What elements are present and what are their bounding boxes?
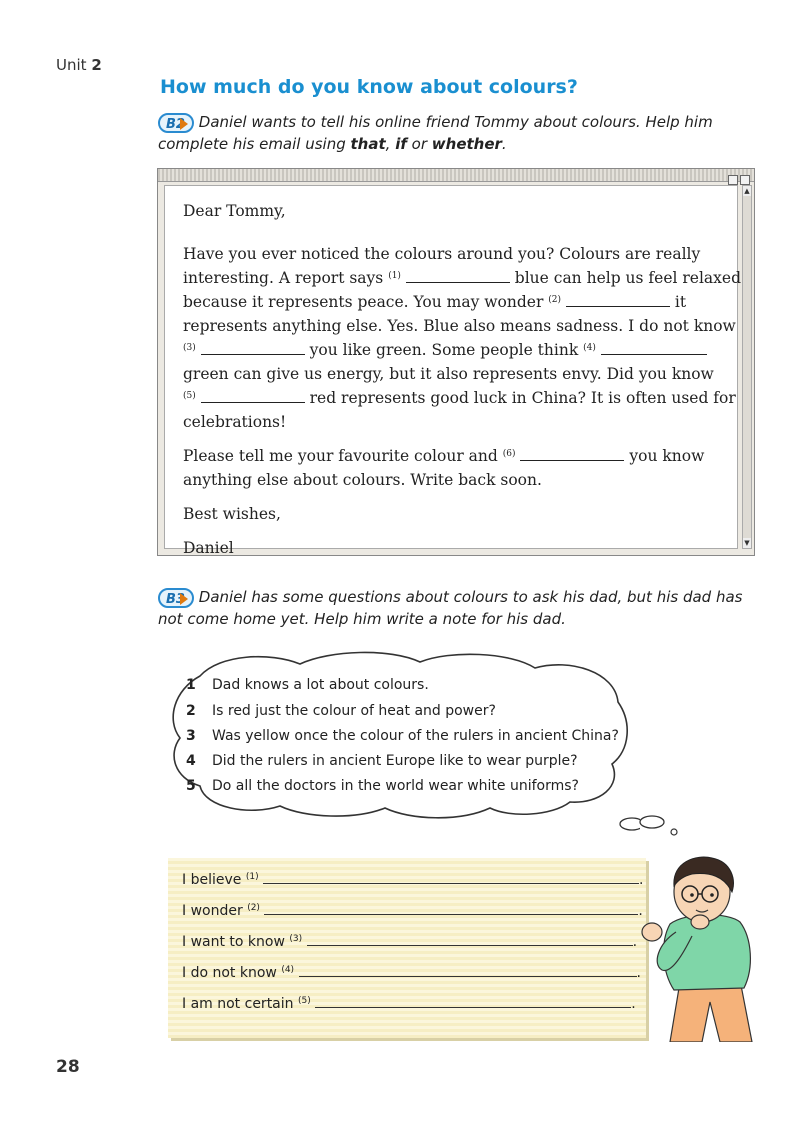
b3-instruction: B3 Daniel has some questions about colours to ask his dad, but his dad has not come home yet. Help him write a note for his dad. xyxy=(158,588,743,628)
email-greeting: Dear Tommy, xyxy=(183,202,286,220)
email-line: Have you ever noticed the colours around you? Colours are really xyxy=(183,245,701,263)
email-line: Please tell me your favourite colour and $^{(6)}$ you know xyxy=(183,447,705,465)
note-blank-5[interactable] xyxy=(315,997,631,1008)
scroll-down-icon[interactable]: ▼ xyxy=(744,539,750,547)
email-line: interesting. A report says $^{(1)}$ blue can help us feel relaxed xyxy=(183,269,742,287)
blank-1[interactable] xyxy=(406,270,510,283)
note-blank-4[interactable] xyxy=(299,966,637,977)
email-window xyxy=(157,168,755,556)
scroll-up-icon[interactable]: ▲ xyxy=(744,187,750,195)
email-body xyxy=(164,185,742,557)
email-line: $^{(3)}$ you like green. Some people think $^{(4)}$ xyxy=(183,341,707,359)
unit-label: Unit 2 xyxy=(56,56,102,74)
b2-badge: B2 xyxy=(158,113,194,133)
note-blank-3[interactable] xyxy=(307,935,633,946)
minimize-icon[interactable] xyxy=(728,175,738,185)
note-blank-1[interactable] xyxy=(263,873,639,884)
play-arrow-icon xyxy=(180,593,188,605)
blank-6[interactable] xyxy=(520,448,624,461)
section-heading: How much do you know about colours? xyxy=(160,76,578,98)
page-number: 28 xyxy=(56,1057,80,1077)
bubble-item: 2 Is red just the colour of heat and power? xyxy=(186,703,496,719)
close-icon[interactable] xyxy=(740,175,750,185)
email-line: celebrations! xyxy=(183,413,287,431)
bubble-item: 4 Did the rulers in ancient Europe like to wear purple? xyxy=(186,753,578,769)
bubble-item: 3 Was yellow once the colour of the rulers in ancient China? xyxy=(186,728,619,744)
email-line: represents anything else. Yes. Blue also means sadness. I do not know xyxy=(183,317,736,335)
email-scrollbar[interactable] xyxy=(742,185,752,549)
blank-2[interactable] xyxy=(566,294,670,307)
blank-5[interactable] xyxy=(201,390,305,403)
daniel-cartoon xyxy=(640,852,775,1042)
note-line: I wonder $^{(2)}$ . xyxy=(182,903,643,919)
b2-instruction: B2 Daniel wants to tell his online friend Tommy about colours. Help him complete his email using that, if or whether. xyxy=(158,113,713,153)
email-line: $^{(5)}$ red represents good luck in China? It is often used for xyxy=(183,389,736,407)
note-line: I am not certain $^{(5)}$ . xyxy=(182,996,636,1012)
note-line: I want to know $^{(3)}$ . xyxy=(182,934,638,950)
window-titlebar xyxy=(158,169,754,182)
note-paper xyxy=(168,858,646,1038)
email-closing: Best wishes, xyxy=(183,505,281,523)
bubble-item: 1 Dad knows a lot about colours. xyxy=(186,677,429,693)
email-signature: Daniel xyxy=(183,539,234,557)
b3-badge: B3 xyxy=(158,588,194,608)
email-line: anything else about colours. Write back soon. xyxy=(183,471,542,489)
note-line: I do not know $^{(4)}$ . xyxy=(182,965,641,981)
thought-dots xyxy=(636,812,686,838)
bubble-item: 5 Do all the doctors in the world wear white uniforms? xyxy=(186,778,579,794)
email-line: green can give us energy, but it also represents envy. Did you know xyxy=(183,365,714,383)
email-line: because it represents peace. You may wonder $^{(2)}$ it xyxy=(183,293,687,311)
blank-3[interactable] xyxy=(201,342,305,355)
note-blank-2[interactable] xyxy=(264,904,638,915)
note-line: I believe $^{(1)}$ . xyxy=(182,872,644,888)
play-arrow-icon xyxy=(180,118,188,130)
blank-4[interactable] xyxy=(601,342,707,355)
